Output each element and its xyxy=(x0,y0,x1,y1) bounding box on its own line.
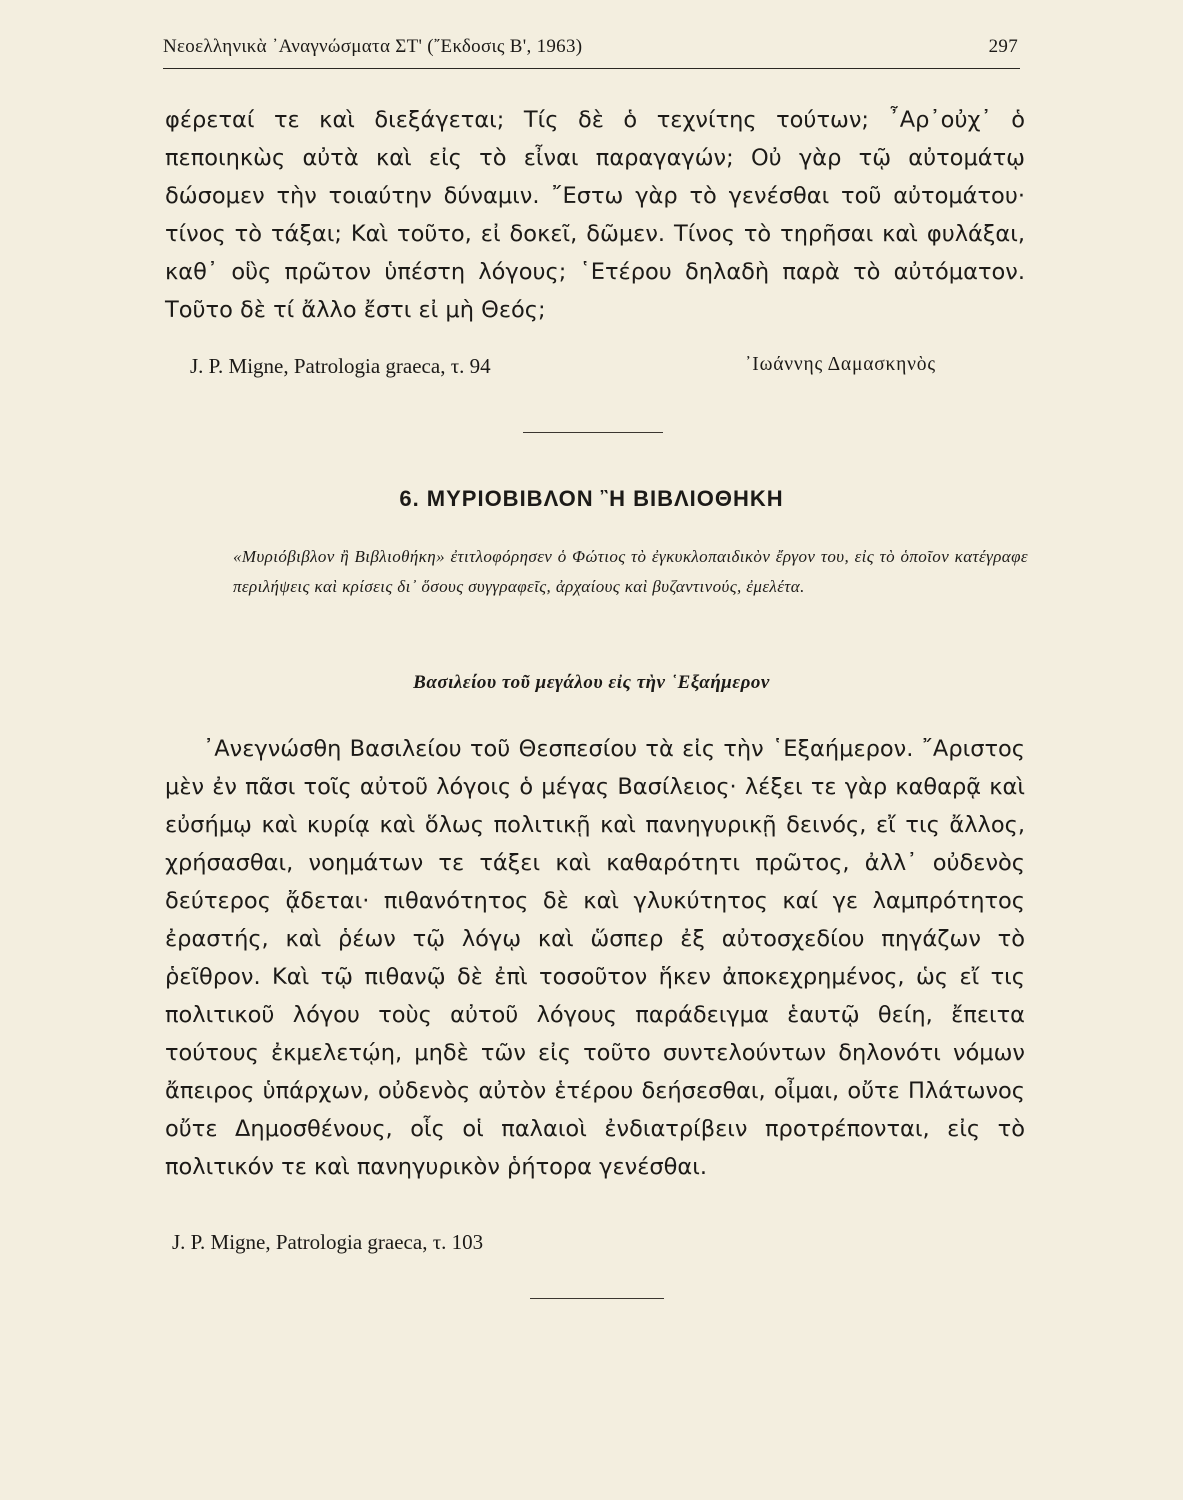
excerpt-photius-source: J. P. Migne, Patrologia graeca, τ. 103 xyxy=(172,1230,484,1254)
running-title: Νεοελληνικὰ ᾿Αναγνώσματα ΣΤ' (῎Εκδοσις Β', 1963) xyxy=(163,36,583,57)
page-number: 297 xyxy=(988,36,1018,57)
excerpt-photius-text: ᾿Ανεγνώσθη Βασιλείου τοῦ Θεσπεσίου τὰ εἰς τὴν ῾Εξαήμερον. ῎Αριστος μὲν ἐν πᾶσι τοῖς αὐτοῦ λόγοις ὁ μέγας Βασίλειος· λέξει τε γὰρ καθαρᾷ καὶ εὐσήμῳ καὶ κυρίᾳ καὶ ὅλως πολιτικῇ καὶ πανηγυρικῇ δεινός, εἴ τις ἄλλος, χρήσασθαι, νοημάτων τε τάξει καὶ καθαρότητι πρῶτος, ἀλλ᾽ οὐδενὸς δεύτερος ᾄδεται· πιθανότητος δὲ καὶ γλυκύτητος καί γε λαμπρότητος ἐραστής, καὶ ῥέων τῷ λόγῳ καὶ ὥσπερ ἐξ αὐτοσχεδίου πηγάζων τὸ ῥεῖθρον. Καὶ τῷ πιθανῷ δὲ ἐπὶ τοσοῦτον ἥκεν ἀποκεχρημένος, ὡς εἴ τις πολιτικοῦ λόγου τοὺς αὐτοῦ λόγους παράδειγμα ἑαυτῷ θείη, ἔπειτα τούτους ἐκμελετῴη, μηδὲ τῶν εἰς τοῦτο συντελούντων δηλονότι νόμων ἄπειρος ὑπάρχων, οὐδενὸς αὐτὸν ἑτέρου δεήσεσθαι, οἶμαι, οὔτε Πλάτωνος οὔτε Δημοσθένους, οἷς οἱ παλαιοὶ ἐνδιατρίβειν προτρέπονται, εἰς τὸ πολιτικόν τε καὶ πανηγυρικὸν ῥήτορα γενέσθαι. xyxy=(165,736,1025,1180)
section-intro: «Μυριόβιβλον ἢ Βιβλιοθήκη» ἐτιτλοφόρησεν ὁ Φώτιος τὸ ἐγκυκλοπαιδικὸν ἔργον του, εἰς τὸ ὁποῖον κατέγραφε περιλήψεις καὶ κρίσεις δι᾽ ὅσους συγγραφεῖς, ἀρχαίους καὶ βυζαντινούς, ἐμελέτα. xyxy=(233,547,1028,596)
excerpt-damascene-text: φέρεταί τε καὶ διεξάγεται; Τίς δὲ ὁ τεχνίτης τούτων; ῏Αρ᾽οὐχ᾽ ὁ πεποιηκὼς αὐτὰ καὶ εἰς τὸ εἶναι παραγαγών; Οὐ γὰρ τῷ αὐτομάτῳ δώσομεν τὴν τοιαύτην δύναμιν. ῎Εστω γὰρ τὸ γενέσθαι τοῦ αὐτομάτου· τίνος τὸ τάξαι; Καὶ τοῦτο, εἰ δοκεῖ, δῶμεν. Τίνος τὸ τηρῆσαι καὶ φυλάξαι, καθ᾽ οὓς πρῶτον ὑπέστη λόγους; ῾Ετέρου δηλαδὴ παρὰ τὸ αὐτόματον. Τοῦτο δὲ τί ἄλλο ἔστι εἰ μὴ Θεός; xyxy=(165,107,1025,323)
excerpt-damascene-source: J. P. Migne, Patrologia graeca, τ. 94 xyxy=(190,354,491,378)
section-title: 6. ΜΥΡΙΟΒΙΒΛΟΝ ῍Η ΒΙΒΛΙΟΘΗΚΗ xyxy=(399,486,784,511)
separator-rule xyxy=(530,1298,664,1299)
section-subtitle: Βασιλείου τοῦ μεγάλου εἰς τὴν ῾Εξαήμερον xyxy=(413,672,770,693)
running-head xyxy=(163,36,1020,58)
excerpt-damascene-author: ᾿Ιωάννης Δαμασκηνὸς xyxy=(745,354,936,375)
header-rule xyxy=(163,68,1020,69)
separator-rule xyxy=(523,432,663,433)
